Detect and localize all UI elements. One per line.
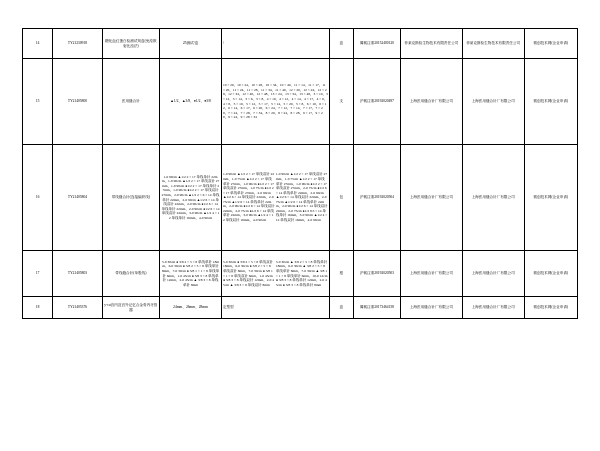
cell-manufacturer: 上海医用缝合针厂有限公司 <box>462 251 524 297</box>
cell-specification: 定型型 <box>221 297 329 319</box>
cell-registrant: 菲莱克斯检生物技术有限责任公司 <box>400 29 462 59</box>
table-body <box>23 29 578 319</box>
cell-product-name: 糖化血红蛋白检测试剂盒(免疫散射比浊法) <box>102 29 160 59</box>
table-row <box>23 145 578 251</box>
model-text: 5-0 30cm ● 3/8 2 × 5 × 8 单线单针 18mm、6-0 30cm ● 3/8 2 × 5 × 8 单线单针 8mm、7-0 30cm ● 3/8 1 × 1 × 8 单线单针 6mm、1-0 45cm ● 3/8 3 × 8 单线单针 12mm、2-0 45cm ▲ 3/8 3 × 8 单线单针 8mm <box>161 259 220 287</box>
table-row <box>23 251 578 297</box>
cell-model: 24mm、26mm、28mm <box>160 297 222 319</box>
cell-registration-number: TY21405803 <box>53 251 102 297</box>
cell-serial-number: 18 <box>23 297 53 319</box>
cell-management-category: 微创技术网(企业申请) <box>524 59 577 145</box>
cell-serial-number: 14 <box>23 29 53 59</box>
cell-registration-number: TY21405804 <box>53 145 102 251</box>
cell-product-name: y-cu宫内及宫外记忆合金骨内牙管器 <box>102 297 160 319</box>
table-row <box>23 29 578 59</box>
specification-text: 5-0 30cm ▲ 3/8 2 × 5 × 8 单线单针 18mm、6-0 30cm ▲ 3/8 2 × 5 × 8 单线单针 8mm、7-0 30cm ▲ 3/8 1 × 1 × 8 单线单针 6mm、10-0 12cm ● 3/8 3 × 8 单线单针 12mm、2-0 45cm ● 3/8 3 × 8 单线单针 8mm <box>275 259 328 287</box>
cell-registration-number: TY21405376 <box>53 297 102 319</box>
specification-text: 5-0 30cm ● 3/8 2 × 5 × 8 单线双针 18mm、6-0 30cm ● 3/8 2 × 5 × 8 单线双针 8mm、7-0 30cm ● 3/8 1 × 1 × 8 单线双针 6mm、1-0 45cm ● 3/8 3 × 8 单线双针 12mm、2-0 45cm ▲ 3/8 3 × 8 单线双针 8mm <box>222 259 274 287</box>
cell-serial-number: 17 <box>23 251 53 297</box>
cell-model: ▲1/2、▲3/8、●1/2、●3/8 <box>160 59 222 145</box>
medical-device-registration-table <box>22 28 578 319</box>
cell-certificate-number: 冀械注准20152400120 <box>353 29 400 59</box>
cell-manufacturer: 上海医用缝合针厂有限公司 <box>462 59 524 145</box>
cell-unit: 包 <box>329 145 353 251</box>
cell-unit: 根 <box>329 251 353 297</box>
cell-registration-number: TY21230918 <box>53 29 102 59</box>
cell-specification <box>221 251 329 297</box>
cell-management-category: 微创技术网(企业申请) <box>524 29 577 59</box>
cell-specification <box>221 145 329 251</box>
cell-serial-number: 15 <box>23 59 53 145</box>
model-text: 1-0 90cm ▲1/2 2 × 17 单线单针 22mm、1-0 90cm ▲1/2 2 × 17 单线双针 27mm、1-0 90cm ●1/2 2 × 17 单线单针 27mm、1-0 90cm ●1/2 2 × 17 单线双针 27mm、2-0 90cm ▲1/2 2 × 6 × 14 单线单针 22mm、2-0 90cm ▲1/2 6 × 14 单线双针 22mm、2-0 90cm ●1/2 6 × 14 单线单针 22mm、2-0 90cm ●1/2 6 × 14 单线双针 22mm、3-0 90cm ▲1/2 4 × 12 单线单针 16mm、4-0 90cm <box>161 174 220 220</box>
cell-manufacturer: 上海医用缝合针厂有限公司 <box>462 297 524 319</box>
cell-manufacturer: 菲莱克斯检生物技术有限责任公司 <box>462 29 524 59</box>
specification-text: 1-0 90cm ▲1/2 2 × 17 单线双针 22mm、1-0 75cm ▲1/2 2 × 17 单线单针 27mm、1-0 90cm ●1/2 2 × 17 单线双针 27mm、1-0 75cm ●1/2 2 × 17 单线单针 27mm、2-0 90cm ▲1/2 6 × 14 单线双针 22mm、2-0 75cm ▲1/2 6 × 14 单线单针 22mm、2-0 90cm ●1/2 6 × 14 单线双针 22mm、2-0 75cm ●1/2 6 × 14 单线单针 22mm、3-0 90cm ▲1/2 4 × 12 单线双针 16mm、4-0 90cm <box>222 172 275 222</box>
cell-registrant: 上海医用缝合针厂有限公司 <box>400 251 462 297</box>
cell-model <box>160 145 222 251</box>
cell-registrant: 上海医用缝合针厂有限公司 <box>400 145 462 251</box>
table-row <box>23 297 578 319</box>
cell-model: 25测试/盒 <box>160 29 222 59</box>
cell-serial-number: 16 <box>23 145 53 251</box>
document-page <box>0 28 600 451</box>
cell-specification <box>221 59 329 145</box>
cell-specification: / <box>221 29 329 59</box>
cell-management-category: 微创技术网(企业申请) <box>524 251 577 297</box>
specification-columns <box>223 260 328 287</box>
cell-management-category: 微创技术网(企业申请) <box>524 297 577 319</box>
cell-management-category: 微创技术网(企业申请) <box>524 145 577 251</box>
specification-text: 1-0 90cm ▲1/2 2 × 17 单线双针 27mm、1-0 75cm ▲1/2 2 × 17 单线单针 27mm、1-0 90cm ●1/2 2 × 17 单线双针 27mm、2-0 75cm ●1/2 6 × 14 单线单针 22mm、2-0 90cm ▲1/2 6 × 14 单线双针 22mm、2-0 75cm ▲1/2 6 × 14 单线单针 22mm、2-0 90cm ●1/2 6 × 14 单线双针 22mm、2-0 75cm ●1/2 8.5 × 14 单线单针 16mm、3-0 90cm ▲1/2 4 × 12 单线双针 16mm、4-0 90cm <box>275 172 328 222</box>
cell-model <box>160 251 222 297</box>
cell-product-name: 带线缝合针(单股线) <box>102 251 160 297</box>
cell-product-name: 医用缝合针 <box>102 59 160 145</box>
cell-certificate-number: 沪械注准20192020503 <box>353 251 400 297</box>
cell-unit: 支 <box>329 59 353 145</box>
specification-columns <box>223 172 328 222</box>
cell-registration-number: TY21405800 <box>53 59 102 145</box>
table-row <box>23 59 578 145</box>
cell-certificate-number: 冀械注准20173464158 <box>353 297 400 319</box>
cell-manufacturer: 上海医用缝合针厂有限公司 <box>462 145 524 251</box>
specification-text: 10 × 20、10 × 24、10 × 28、10 × 34、10 × 40、11 × 14、11 × 17、11 × 20、11 × 24、11 × 28、11 × 34、11 × 40、12 × 20、12 × 24、12 × 28、12 × 34、12 × 40、12 × 48、13 × 24、13 × 34、13 × 48、3 × 10、3 × 12、3 × 14、3 × 6、3 × 8、4 × 10、4 × 12、4 × 14、4 × 17、4 × 6、4 × 8、5 × 10、5 × 12、5 × 17、5 × 14、5 × 20、5 × 8、6 × 10、6 × 12、6 × 14、6 × 17、6 × 20、6 × 24、7 × 12、7 × 14、7 × 17、7 × 20、7 × 24、7 × 28、7 × 34、8 × 20、8 × 24、8 × 28、9 × 17、9 × 20、9 × 24、9 × 28 × 34 <box>222 83 328 120</box>
cell-registrant: 上海医用缝合针厂有限公司 <box>400 59 462 145</box>
cell-certificate-number: 沪械注准20192020497 <box>353 59 400 145</box>
cell-unit: 盒 <box>329 297 353 319</box>
cell-registrant: 上海医用缝合针厂有限公司 <box>400 297 462 319</box>
cell-product-name: 带线缝合针(连接编织线) <box>102 145 160 251</box>
cell-certificate-number: 沪械注准20192020504 <box>353 145 400 251</box>
cell-unit: 盒 <box>329 29 353 59</box>
